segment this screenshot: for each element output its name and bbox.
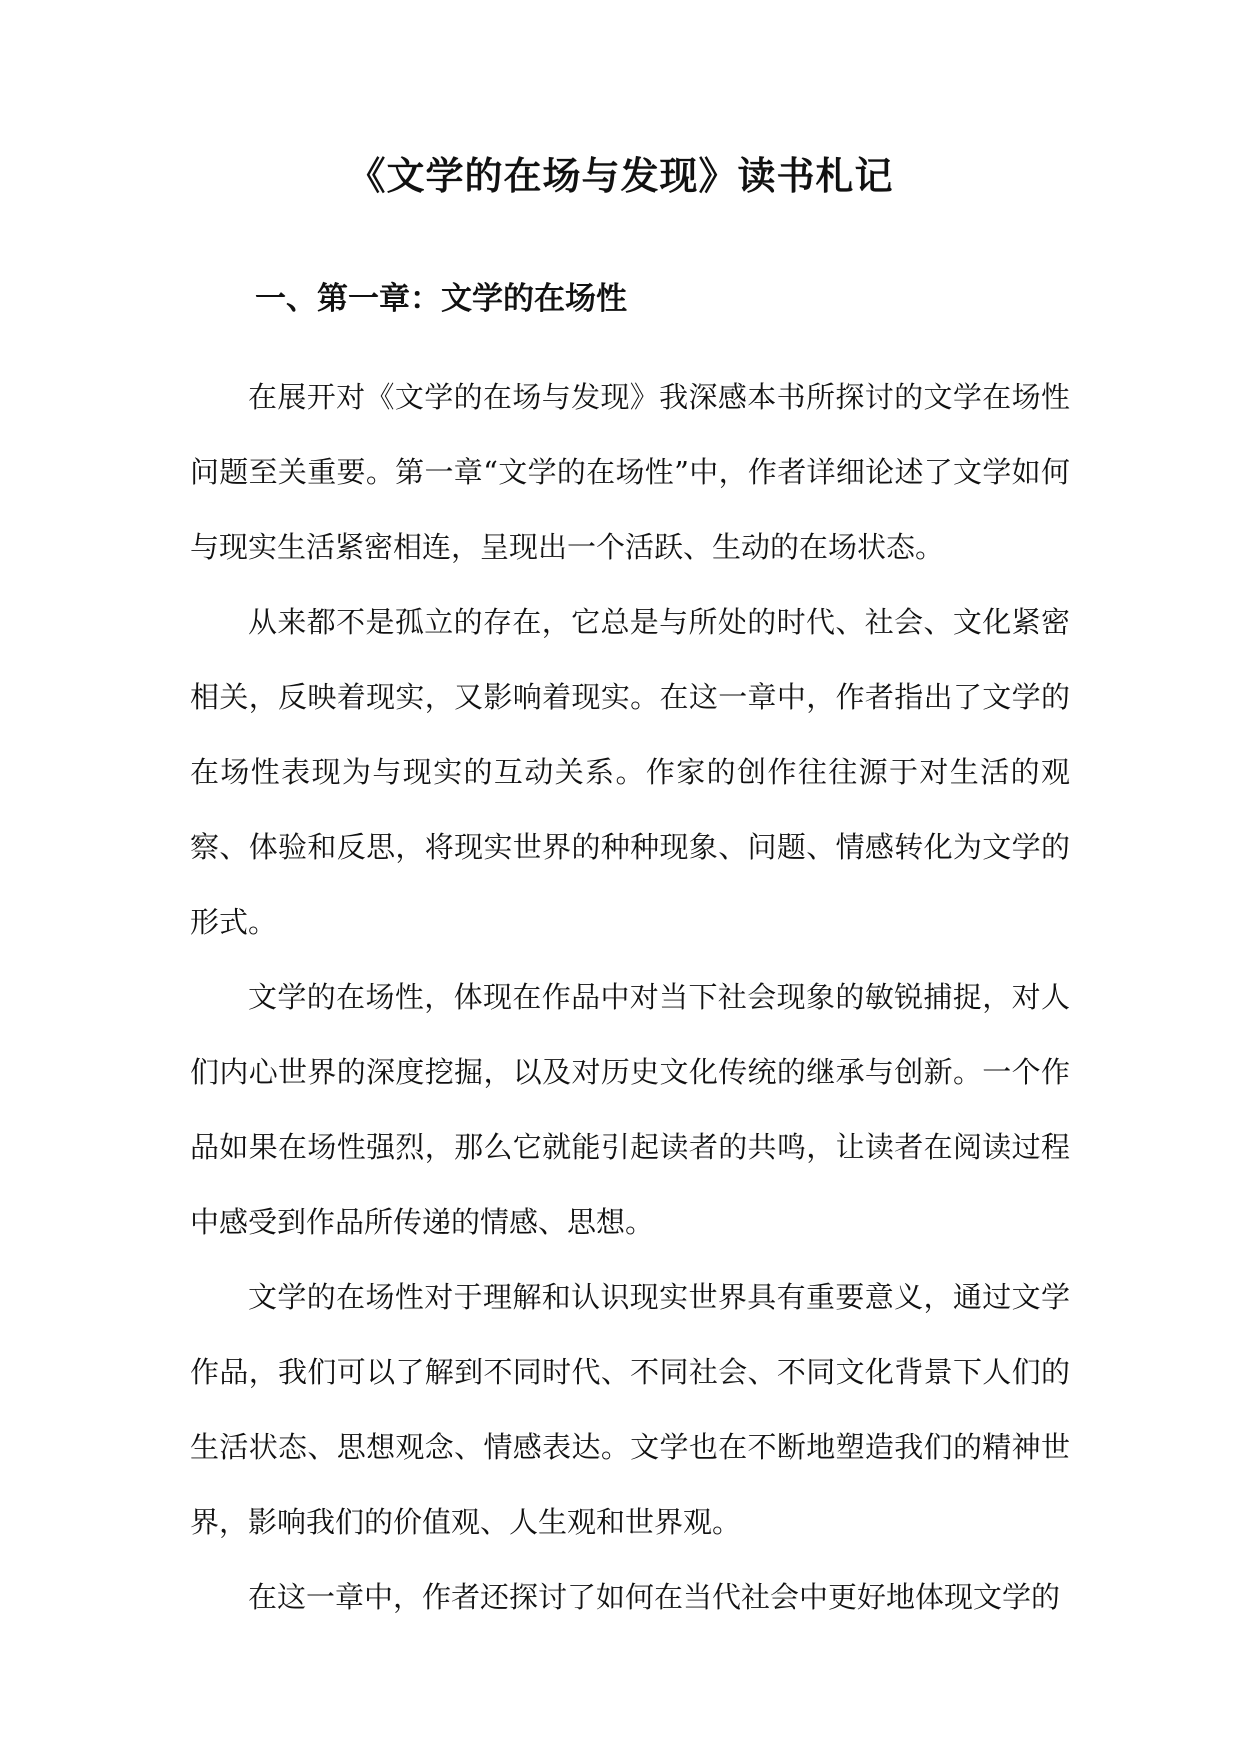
paragraph: 在展开对《文学的在场与发现》我深感本书所探讨的文学在场性问题至关重要。第一章“文学的在场性”中，作者详细论述了文学如何与现实生活紧密相连，呈现出一个活跃、生动的在场状态。 xyxy=(190,380,1070,564)
paragraph: 文学的在场性，体现在作品中对当下社会现象的敏锐捕捉，对人们内心世界的深度挖掘，以及对历史文化传统的继承与创新。一个作品如果在场性强烈，那么它就能引起读者的共鸣，让读者在阅读过程中感受到作品所传递的情感、思想。 xyxy=(190,980,1070,1239)
page-title: 《文学的在场与发现》读书札记 xyxy=(347,154,894,198)
paragraph: 从来都不是孤立的存在，它总是与所处的时代、社会、文化紧密相关，反映着现实，又影响着现实。在这一章中，作者指出了文学的在场性表现为与现实的互动关系。作家的创作往往源于对生活的观察、体验和反思，将现实世界的种种现象、问题、情感转化为文学的形式。 xyxy=(190,605,1070,939)
section-heading: 一、第一章：文学的在场性 xyxy=(255,281,627,317)
paragraph: 在这一章中，作者还探讨了如何在当代社会中更好地体现文学的 xyxy=(248,1580,1061,1614)
body-text xyxy=(190,360,1070,1635)
paragraph: 文学的在场性对于理解和认识现实世界具有重要意义，通过文学作品，我们可以了解到不同时代、不同社会、不同文化背景下人们的生活状态、思想观念、情感表达。文学也在不断地塑造我们的精神世界，影响我们的价值观、人生观和世界观。 xyxy=(190,1280,1070,1539)
